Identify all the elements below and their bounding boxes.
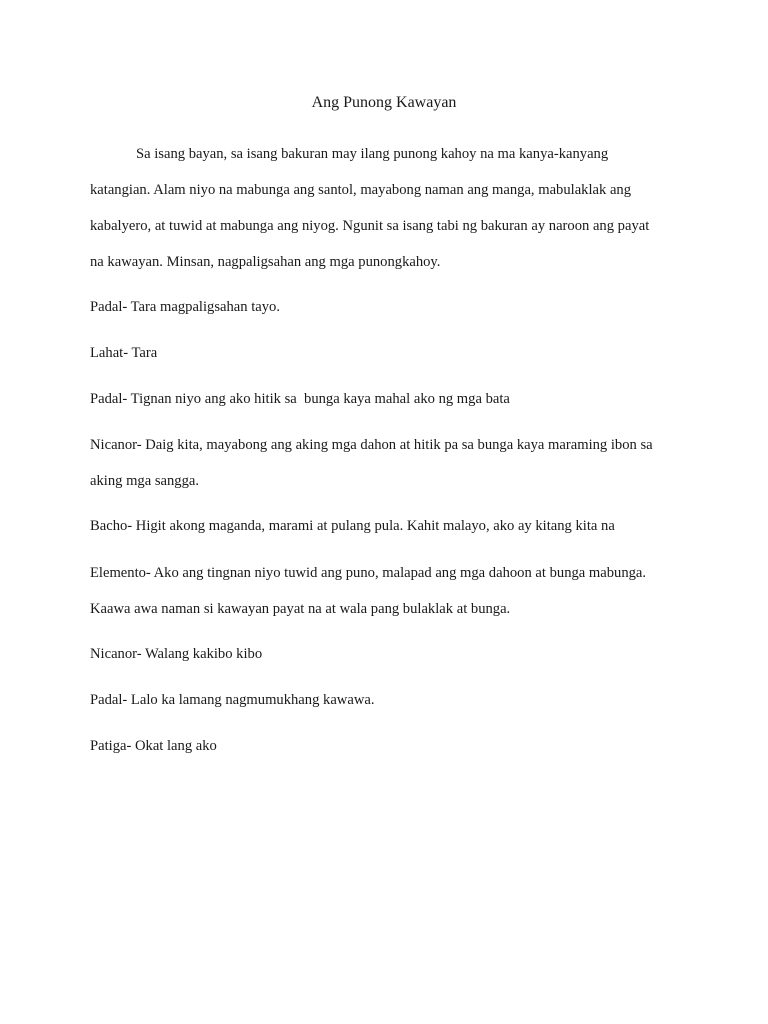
dialogue-line: Elemento- Ako ang tingnan niyo tuwid ang puno, malapad ang mga dahoon at bunga mabunga.: [90, 565, 647, 581]
dialogue-line: Padal- Tara magpaligsahan tayo.: [90, 299, 280, 315]
dialogue-line: Padal- Lalo ka lamang nagmumukhang kawawa.: [90, 692, 375, 708]
dialogue-line: Lahat- Tara: [90, 345, 158, 361]
document-title: Ang Punong Kawayan: [311, 94, 457, 111]
paragraph-line: katangian. Alam niyo na mabunga ang santol, mayabong naman ang manga, mabulaklak ang: [90, 182, 632, 198]
paragraph-line: Sa isang bayan, sa isang bakuran may ilang punong kahoy na ma kanya-kanyang: [136, 146, 609, 162]
dialogue-line: Bacho- Higit akong maganda, marami at pulang pula. Kahit malayo, ako ay kitang kita na: [90, 518, 615, 534]
dialogue-line: Kaawa awa naman si kawayan payat na at wala pang bulaklak at bunga.: [90, 601, 511, 617]
dialogue-line: Patiga- Okat lang ako: [90, 738, 217, 754]
paragraph-line: kabalyero, at tuwid at mabunga ang niyog. Ngunit sa isang tabi ng bakuran ay naroon ang payat: [90, 218, 650, 234]
dialogue-line: Nicanor- Walang kakibo kibo: [90, 646, 263, 662]
dialogue-line: Nicanor- Daig kita, mayabong ang aking mga dahon at hitik pa sa bunga kaya maraming ibon sa: [90, 437, 653, 453]
paragraph-line: na kawayan. Minsan, nagpaligsahan ang mga punongkahoy.: [90, 254, 441, 270]
dialogue-line: aking mga sangga.: [90, 473, 200, 489]
dialogue-line: Padal- Tignan niyo ang ako hitik sa bunga kaya mahal ako ng mga bata: [90, 391, 510, 407]
